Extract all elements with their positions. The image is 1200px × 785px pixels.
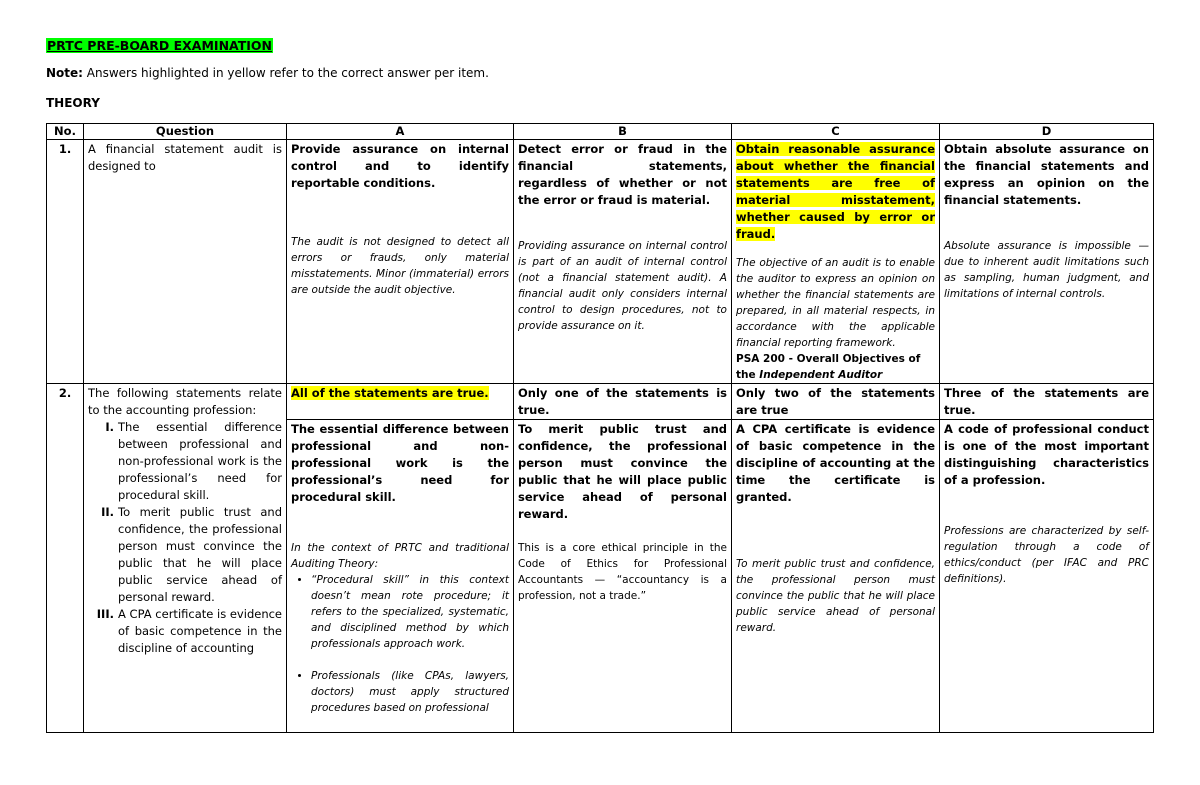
choice-d-cell <box>940 140 1154 384</box>
question-number: 1. <box>47 140 84 384</box>
header-b: B <box>514 124 732 140</box>
choice-d: Obtain absolute assurance on the financial statements and express an opinion on the financial statements. <box>944 142 1149 207</box>
document-title: PRTC PRE-BOARD EXAMINATION <box>47 38 273 53</box>
choice-c: Only two of the statements are true <box>732 384 940 420</box>
bullet-item: • “Procedural skill” in this context doesn’t mean rote procedure; it refers to the specialized, systematic, and disciplined method by which professionals approach work. <box>311 572 509 652</box>
reference-citation: PSA 200 - Overall Objectives of the Independent Auditor <box>736 353 921 381</box>
table-header-row <box>47 124 1154 140</box>
sub-answer-b-cell <box>514 420 732 733</box>
question-text: A financial statement audit is designed to <box>84 140 287 384</box>
bullet-item: • Professionals (like CPAs, lawyers, doctors) must apply structured procedures based on professional <box>311 668 509 716</box>
choice-d: Three of the statements are true. <box>940 384 1154 420</box>
table-row <box>47 384 1154 420</box>
note-line <box>46 66 489 81</box>
header-question: Question <box>84 124 287 140</box>
statement-item: III. A CPA certificate is evidence of basic competence in the discipline of accounting <box>118 606 282 657</box>
statement-item: I. The essential difference between professional and non-professional work is the professional’s need for procedural skill. <box>118 419 282 504</box>
choice-a <box>287 384 514 420</box>
explanation-d: Absolute assurance is impossible — due to inherent audit limitations such as sampling, human judgment, and limitations of internal controls. <box>944 240 1149 300</box>
explanation-bullets <box>291 572 509 716</box>
sub-answer-b: To merit public trust and confidence, the professional person must convince the public that he will place public service ahead of personal reward. <box>518 422 727 521</box>
note-text: Answers highlighted in yellow refer to the correct answer per item. <box>82 66 489 80</box>
explanation-a: The audit is not designed to detect all errors or frauds, only material misstatements. Minor (immaterial) errors are outside the audit objective. <box>291 236 509 296</box>
explanation-a <box>291 540 509 716</box>
sub-answer-d: A code of professional conduct is one of the most important distinguishing characteristics of a profession. <box>944 422 1149 487</box>
sub-answer-d-cell <box>940 420 1154 733</box>
sub-answer-c: A CPA certificate is evidence of basic competence in the discipline of accounting at the time the certificate is granted. <box>736 422 935 504</box>
explanation-b: This is a core ethical principle in the Code of Ethics for Professional Accountants — “accountancy is a profession, not a trade.” <box>518 542 727 602</box>
choice-b: Detect error or fraud in the financial statements, regardless of whether or not the error or fraud is material. <box>518 142 727 207</box>
explanation-c: To merit public trust and confidence, the professional person must convince the public that he will place public service ahead of personal reward. <box>736 558 935 634</box>
explanation-c: The objective of an audit is to enable the auditor to express an opinion on whether the financial statements are prepared, in all material respects, in accordance with the applicable financial reporting framework. <box>736 257 935 349</box>
choice-a: Provide assurance on internal control and to identify reportable conditions. <box>291 142 509 190</box>
explanation-d: Professions are characterized by self-regulation through a code of ethics/conduct (per IFAC and PRC definitions). <box>944 525 1149 585</box>
section-heading: THEORY <box>46 96 100 110</box>
header-d: D <box>940 124 1154 140</box>
choice-a-cell <box>287 140 514 384</box>
statement-item: II. To merit public trust and confidence, the professional person must convince the public that he will place public service ahead of personal reward. <box>118 504 282 606</box>
sub-answer-a: The essential difference between professional and non-professional work is the professional’s need for procedural skill. <box>291 422 509 504</box>
explanation-intro: In the context of PRTC and traditional Auditing Theory: <box>291 542 509 570</box>
question-intro: The following statements relate to the accounting profession: <box>88 386 282 417</box>
note-label: Note: <box>46 66 83 80</box>
header-a: A <box>287 124 514 140</box>
table-row <box>47 140 1154 384</box>
sub-answer-c-cell <box>732 420 940 733</box>
sub-answer-a-cell <box>287 420 514 733</box>
question-table <box>46 123 1154 733</box>
correct-answer-highlight: Obtain reasonable assurance about whether the financial statements are free of material misstatement, whether caused by error or fraud. <box>736 142 935 241</box>
correct-answer-highlight: All of the statements are true. <box>291 386 489 400</box>
statement-list <box>88 419 282 657</box>
header-c: C <box>732 124 940 140</box>
question-text <box>84 384 287 733</box>
header-no: No. <box>47 124 84 140</box>
choice-c <box>736 141 935 243</box>
choice-b: Only one of the statements is true. <box>514 384 732 420</box>
question-number: 2. <box>47 384 84 733</box>
explanation-b: Providing assurance on internal control is part of an audit of internal control (not a financial statement audit). A financial audit only considers internal control to design procedures, not to provide assurance on it. <box>518 240 727 332</box>
choice-c-cell <box>732 140 940 384</box>
choice-b-cell <box>514 140 732 384</box>
